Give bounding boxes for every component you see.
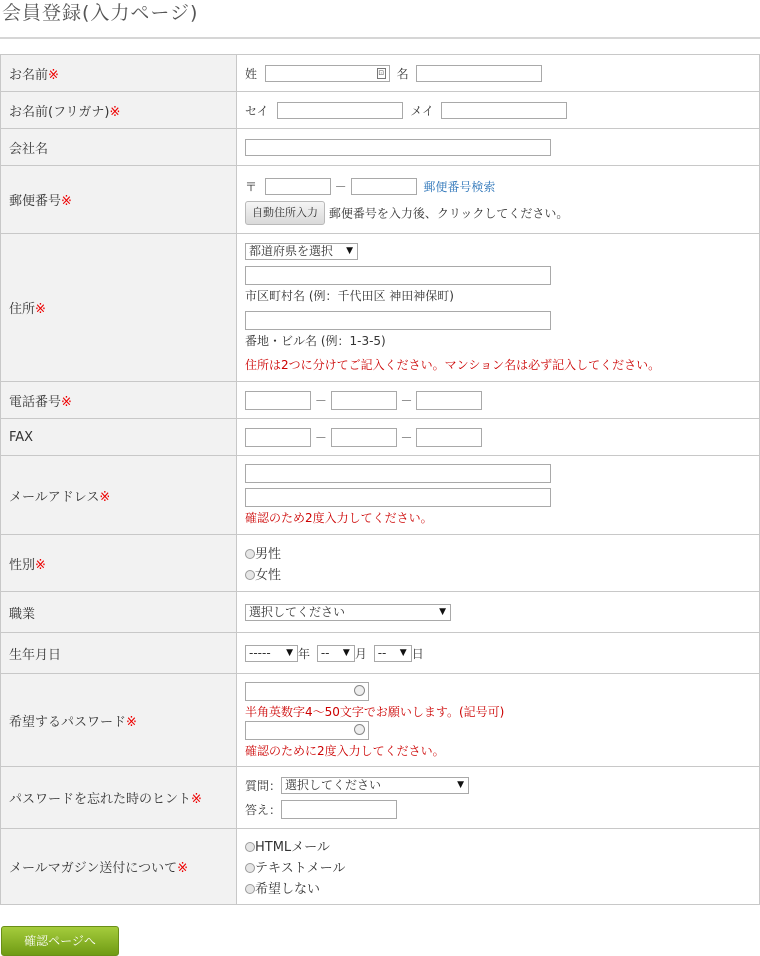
radio-button[interactable] — [245, 863, 255, 873]
gender-option-female[interactable]: 女性 — [245, 564, 759, 583]
job-select[interactable]: 選択してください ▼ — [245, 604, 451, 621]
city-input[interactable] — [245, 266, 551, 285]
label-mailmag: メールマガジン送付について※ — [1, 829, 237, 905]
radio-button[interactable] — [245, 842, 255, 852]
fax2-input[interactable] — [331, 428, 397, 447]
prefecture-select[interactable]: 都道府県を選択 ▼ — [245, 243, 358, 260]
label-gender: 性別※ — [1, 535, 237, 592]
company-input[interactable] — [245, 139, 551, 156]
required-mark: ※ — [48, 67, 59, 83]
fax1-input[interactable] — [245, 428, 311, 447]
mailmag-option-html[interactable]: HTMLメール — [245, 836, 759, 855]
city-hint: 市区町村名 (例：千代田区 神田神保町) — [245, 288, 454, 303]
hint-question-select[interactable]: 選択してください ▼ — [281, 777, 469, 794]
first-name-kana-input[interactable] — [441, 102, 567, 119]
password-note: 半角英数字4～50文字でお願いします。(記号可) — [245, 704, 505, 719]
row-mailmag — [1, 829, 760, 905]
label-password: 希望するパスワード※ — [1, 674, 237, 767]
tel2-input[interactable] — [331, 391, 397, 410]
label-job: 職業 — [1, 592, 237, 633]
tel1-input[interactable] — [245, 391, 311, 410]
label-fax: FAX — [1, 419, 237, 456]
first-name-input[interactable] — [416, 65, 542, 82]
password-confirm-note: 確認のために2度入力してください。 — [245, 743, 445, 758]
radio-button[interactable] — [245, 549, 255, 559]
title-divider — [0, 37, 760, 39]
label-tel: 電話番号※ — [1, 382, 237, 419]
zip-dash: － — [334, 179, 347, 194]
label-email: メールアドレス※ — [1, 456, 237, 535]
radio-button[interactable] — [245, 570, 255, 580]
tel3-input[interactable] — [416, 391, 482, 410]
last-name-kana-input[interactable] — [277, 102, 403, 119]
sei-kana-label: セイ — [245, 103, 269, 118]
password-confirm-input[interactable] — [245, 721, 369, 740]
radio-button[interactable] — [245, 884, 255, 894]
sei-label: 姓 — [245, 66, 258, 81]
row-kana — [1, 92, 760, 129]
answer-label: 答え： — [245, 802, 282, 817]
mei-kana-label: メイ — [410, 103, 435, 118]
row-password — [1, 674, 760, 767]
row-fax: FAX － － — [1, 419, 760, 456]
row-address — [1, 234, 760, 382]
row-job — [1, 592, 760, 633]
birth-month-select[interactable]: -- ▼ — [317, 645, 355, 662]
dropdown-arrow-icon: ▼ — [439, 606, 446, 617]
email-note: 確認のため2度入力してください。 — [245, 511, 433, 525]
row-email — [1, 456, 760, 535]
zip2-input[interactable] — [351, 178, 417, 195]
row-name — [1, 55, 760, 92]
label-birth: 生年月日 — [1, 633, 237, 674]
last-name-input[interactable] — [265, 65, 390, 82]
row-hint — [1, 767, 760, 829]
mailmag-option-none[interactable]: 希望しない — [245, 878, 759, 897]
password-manager-icon[interactable] — [354, 685, 365, 696]
label-hint: パスワードを忘れた時のヒント※ — [1, 767, 237, 829]
zip-search-link[interactable]: 郵便番号検索 — [423, 179, 496, 194]
street-hint: 番地・ビル名 (例：1-3-5) — [245, 333, 386, 348]
question-label: 質問： — [245, 778, 282, 793]
mei-label: 名 — [396, 66, 409, 81]
auto-address-button[interactable]: 自動住所入力 — [245, 201, 325, 225]
row-tel: 電話番号※ － － — [1, 382, 760, 419]
fax3-input[interactable] — [416, 428, 482, 447]
mailmag-option-text[interactable]: テキストメール — [245, 857, 759, 876]
hint-answer-input[interactable] — [281, 800, 397, 819]
contact-card-icon[interactable]: ⊡ — [378, 68, 385, 77]
page-title: 会員登録(入力ページ) — [2, 2, 199, 24]
label-kana: お名前(フリガナ)※ — [1, 92, 237, 129]
row-gender — [1, 535, 760, 592]
label-address: 住所※ — [1, 234, 237, 382]
birth-year-select[interactable]: ----- ▼ — [245, 645, 298, 662]
zip1-input[interactable] — [265, 178, 331, 195]
confirm-button[interactable]: 確認ページへ — [1, 926, 119, 956]
row-birth: 生年月日 ----- ▼ 年 -- ▼ 月 -- ▼ 日 — [1, 633, 760, 674]
dropdown-arrow-icon: ▼ — [346, 245, 353, 256]
password-input[interactable] — [245, 682, 369, 701]
auto-address-note: 郵便番号を入力後、クリックしてください。 — [328, 206, 569, 220]
label-zip: 郵便番号※ — [1, 166, 237, 234]
row-zip — [1, 166, 760, 234]
birth-day-select[interactable]: -- ▼ — [374, 645, 412, 662]
postal-mark: 〒 — [245, 179, 258, 194]
gender-option-male[interactable]: 男性 — [245, 543, 759, 562]
registration-form — [0, 54, 760, 905]
address-note: 住所は2つに分けてご記入ください。マンション名は必ず記入してください。 — [245, 357, 661, 372]
email-input[interactable] — [245, 464, 551, 483]
label-name: お名前※ — [1, 55, 237, 92]
label-company: 会社名 — [1, 129, 237, 166]
street-input[interactable] — [245, 311, 551, 330]
row-company — [1, 129, 760, 166]
email-confirm-input[interactable] — [245, 488, 551, 507]
password-manager-icon[interactable] — [354, 724, 365, 735]
